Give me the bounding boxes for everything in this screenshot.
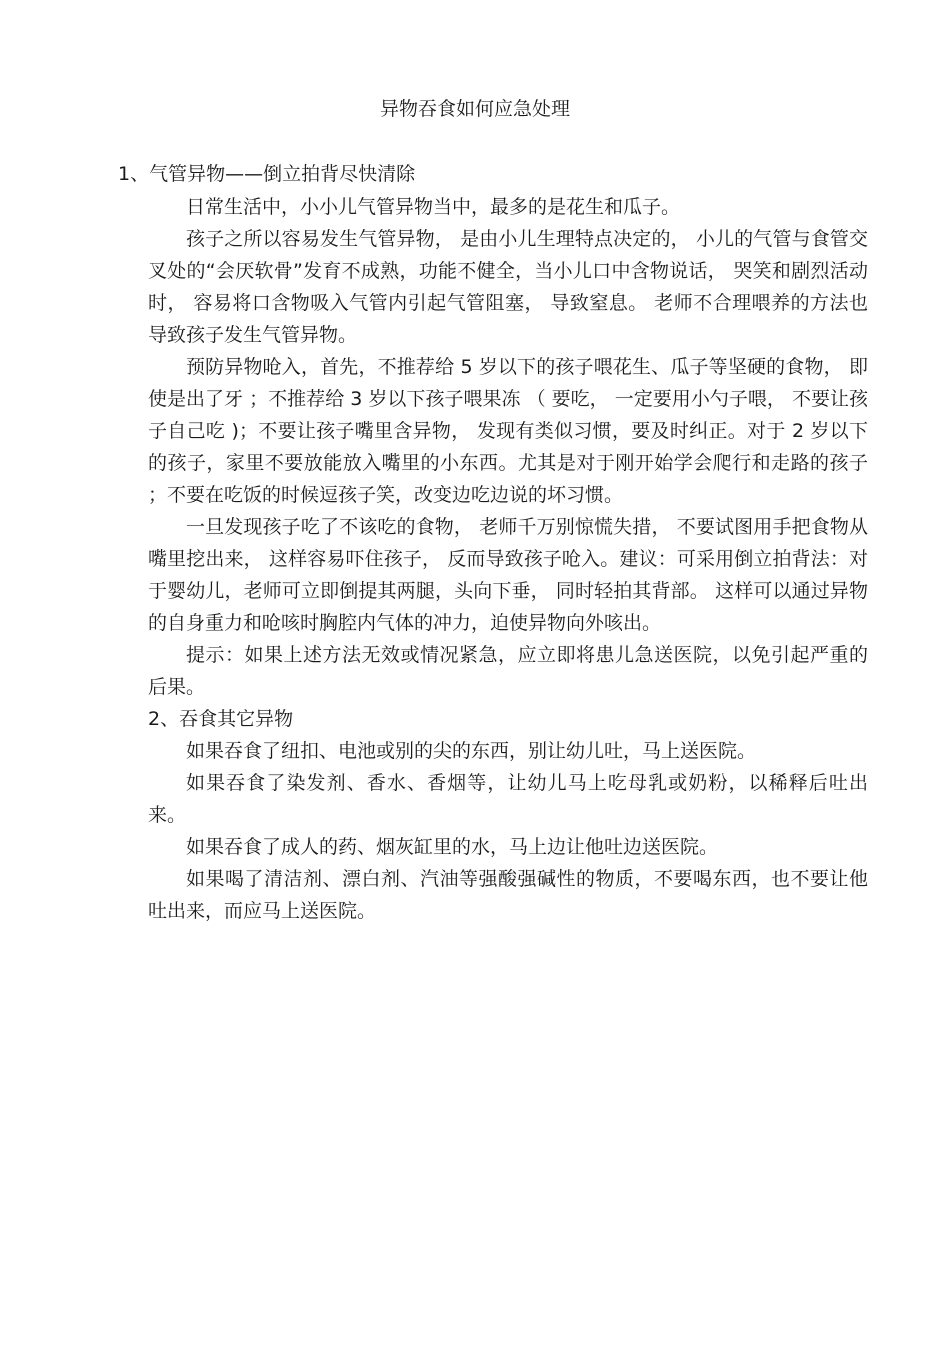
section-1-paragraph: 一旦发现孩子吃了不该吃的食物， 老师千万别惊慌失措， 不要试图用手把食物从嘴里挖出来， 这样容易吓住孩子， 反而导致孩子呛入。建议：可采用倒立拍背法：对于婴幼儿，老师可立即倒提其两腿，头向下垂， 同时轻拍其背部。 这样可以通过异物的自身重力和呛咳时胸腔内气体的冲力，迫使异物向外咳出。	[148, 516, 868, 634]
document-body	[148, 191, 868, 927]
document-title: 异物吞食如何应急处理	[379, 98, 570, 120]
section-1-heading: 1、气管异物——倒立拍背尽快清除	[118, 163, 416, 185]
section-1-paragraph: 提示：如果上述方法无效或情况紧急，应立即将患儿急送医院，以免引起严重的后果。	[148, 644, 868, 698]
section-1-paragraph: 孩子之所以容易发生气管异物， 是由小儿生理特点决定的， 小儿的气管与食管交叉处的“会厌软骨”发育不成熟，功能不健全，当小儿口中含物说话， 哭笑和剧烈活动时， 容易将口含物吸入气管内引起气管阻塞， 导致窒息。 老师不合理喂养的方法也导致孩子发生气管异物。	[148, 228, 868, 346]
section-2-paragraph: 如果吞食了成人的药、烟灰缸里的水，马上边让他吐边送医院。	[186, 836, 719, 858]
section-2-paragraph: 如果喝了清洁剂、漂白剂、汽油等强酸强碱性的物质，不要喝东西，也不要让他吐出来，而应马上送医院。	[148, 868, 868, 922]
section-2-heading: 2、吞食其它异物	[148, 708, 294, 730]
section-2-paragraph: 如果吞食了纽扣、电池或别的尖的东西，别让幼儿吐，马上送医院。	[186, 740, 757, 762]
section-1-paragraph: 预防异物呛入，首先，不推荐给 5 岁以下的孩子喂花生、瓜子等坚硬的食物， 即使是出了牙 ；不推荐给 3 岁以下孩子喂果冻 （ 要吃， 一定要用小勺子喂， 不要让孩子自己吃 )；不要让孩子嘴里含异物， 发现有类似习惯，要及时纠正。对于 2 岁以下的孩子，家里不要放能放入嘴里的小东西。尤其是对于刚开始学会爬行和走路的孩子 ；不要在吃饭的时候逗孩子笑，改变边吃边说的坏习惯。	[148, 356, 868, 506]
section-2-paragraph: 如果吞食了染发剂、香水、香烟等，让幼儿马上吃母乳或奶粉，以稀释后吐出来。	[148, 772, 868, 826]
section-1-paragraph: 日常生活中，小小儿气管异物当中，最多的是花生和瓜子。	[186, 196, 681, 218]
